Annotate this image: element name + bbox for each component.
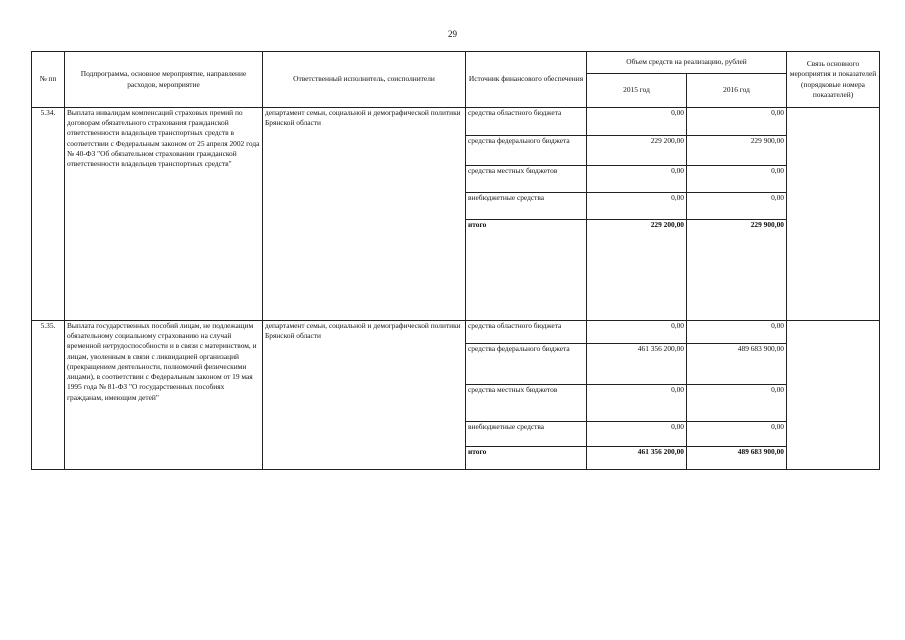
header-volume: Объем средств на реализацию, рублей [587, 52, 787, 74]
value-2016: 0,00 [687, 193, 787, 220]
header-year-2016: 2016 год [687, 74, 787, 108]
value-2015: 0,00 [587, 321, 687, 344]
value-2015: 461 356 200,00 [587, 344, 687, 385]
header-link: Связь основного мероприятия и показателей (порядковые номера показателей) [787, 52, 880, 108]
table-row [32, 321, 880, 344]
source-label: средства местных бюджетов [466, 166, 587, 193]
row-link [787, 321, 880, 470]
source-label: средства областного бюджета [466, 321, 587, 344]
value-2015: 0,00 [587, 166, 687, 193]
row-name: Выплата инвалидам компенсаций страховых премий по договорам обязательного страхования гражданской ответственности владельцев транспортных средств в соответствии с Федеральным законом от 25 апреля 2002 года № 40-ФЗ "Об обязательном страховании гражданской ответственности владельцев транспортных средств" [65, 108, 263, 321]
row-executor: департамент семьи, социальной и демографической политики Брянской области [263, 321, 466, 470]
value-2016: 0,00 [687, 321, 787, 344]
value-2015: 0,00 [587, 193, 687, 220]
value-2016: 229 900,00 [687, 136, 787, 166]
row-link [787, 108, 880, 321]
source-label-total: итого [466, 447, 587, 470]
value-2016-total: 229 900,00 [687, 220, 787, 321]
source-label: средства федерального бюджета [466, 136, 587, 166]
header-executor: Ответственный исполнитель, соисполнители [263, 52, 466, 108]
source-label: средства местных бюджетов [466, 385, 587, 422]
row-index: 5.35. [32, 321, 65, 470]
header-num: № пп [32, 52, 65, 108]
value-2015-total: 229 200,00 [587, 220, 687, 321]
source-label: внебюджетные средства [466, 422, 587, 447]
value-2016: 0,00 [687, 385, 787, 422]
header-name: Подпрограмма, основное мероприятие, направление расходов, мероприятие [65, 52, 263, 108]
page-number: 29 [448, 29, 457, 39]
source-label: внебюджетные средства [466, 193, 587, 220]
value-2015-total: 461 356 200,00 [587, 447, 687, 470]
row-name: Выплата государственных пособий лицам, не подлежащим обязательному социальному страхованию на случай временной нетрудоспособности и в связи с материнством, и лицам, уволенным в связи с ликвидацией организаций (прекращением деятельности, полномочий физическими лицами), в соответствии с Федеральным законом от 19 мая 1995 года № 81-ФЗ "О государственных пособиях гражданам, имеющим детей" [65, 321, 263, 470]
source-label: средства федерального бюджета [466, 344, 587, 385]
row-index: 5.34. [32, 108, 65, 321]
source-label: средства областного бюджета [466, 108, 587, 136]
value-2015: 229 200,00 [587, 136, 687, 166]
value-2015: 0,00 [587, 422, 687, 447]
value-2016: 0,00 [687, 422, 787, 447]
header-year-2015: 2015 год [587, 74, 687, 108]
value-2016-total: 489 683 900,00 [687, 447, 787, 470]
row-executor: департамент семьи, социальной и демографической политики Брянской области [263, 108, 466, 321]
value-2016: 489 683 900,00 [687, 344, 787, 385]
budget-table [31, 51, 880, 470]
table-row [32, 108, 880, 136]
value-2015: 0,00 [587, 108, 687, 136]
source-label-total: итого [466, 220, 587, 321]
header-source: Источник финансового обеспечения [466, 52, 587, 108]
value-2015: 0,00 [587, 385, 687, 422]
value-2016: 0,00 [687, 166, 787, 193]
value-2016: 0,00 [687, 108, 787, 136]
header-row-1 [32, 52, 880, 74]
